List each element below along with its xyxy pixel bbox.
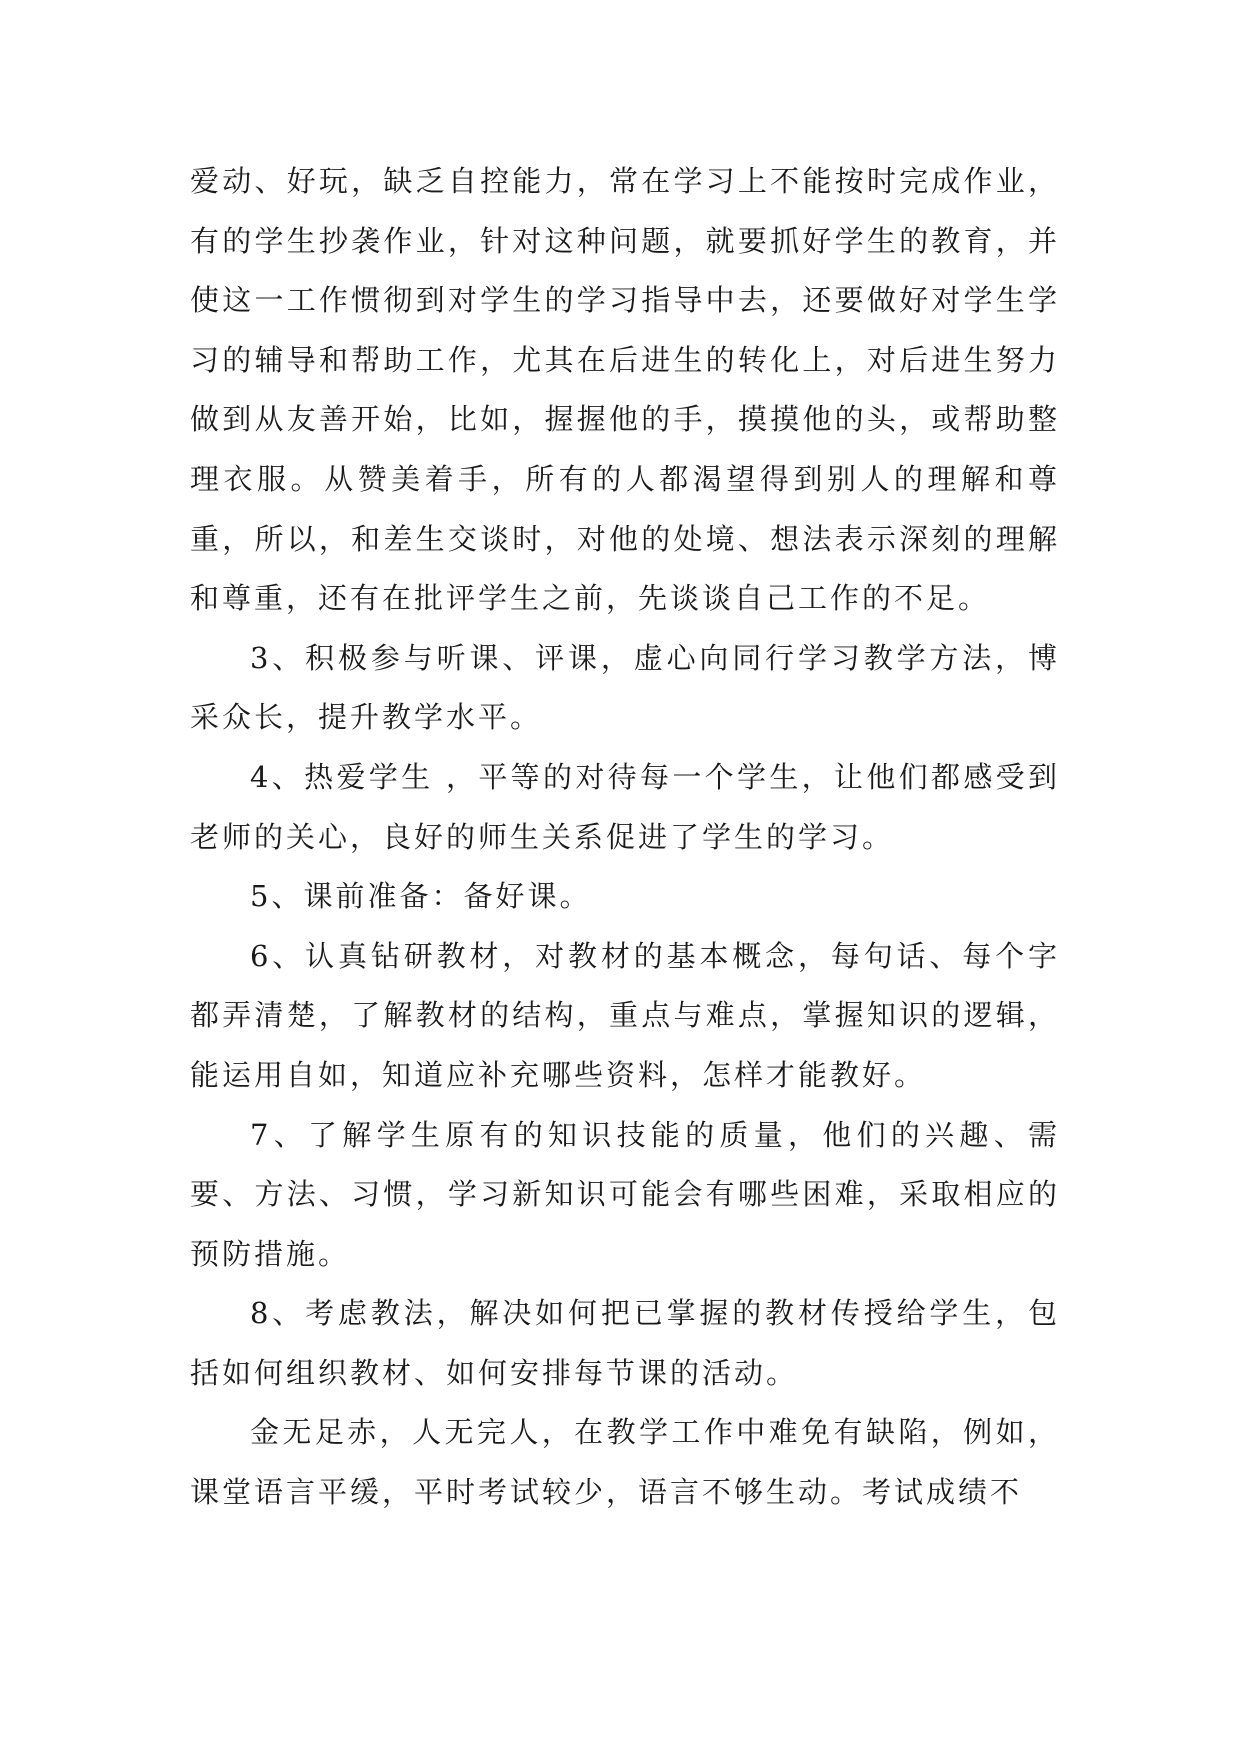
paragraph-item-4: 4、热爱学生 ，平等的对待每一个学生，让他们都感受到老师的关心，良好的师生关系促进了学生的学习。 — [190, 759, 1060, 854]
paragraph-item-6: 6、认真钻研教材，对教材的基本概念，每句话、每个字都弄清楚，了解教材的结构，重点与难点，掌握知识的逻辑，能运用自如，知道应补充哪些资料，怎样才能教好。 — [190, 938, 1060, 1092]
paragraph-item-5: 5、课前准备：备好课。 — [250, 879, 592, 914]
document-body — [190, 152, 1060, 1523]
paragraph-item-7: 7、了解学生原有的知识技能的质量，他们的兴趣、需要、方法、习惯，学习新知识可能会有哪些困难，采取相应的预防措施。 — [190, 1117, 1060, 1271]
paragraph-item-8: 8、考虑教法，解决如何把已掌握的教材传授给学生，包括如何组织教材、如何安排每节课的活动。 — [190, 1296, 1060, 1390]
paragraph-item-3: 3、积极参与听课、评课，虚心向同行学习教学方法，博采众长，提升教学水平。 — [190, 640, 1060, 735]
paragraph-closing: 金无足赤，人无完人，在教学工作中难免有缺陷，例如，课堂语言平缓，平时考试较少，语言不够生动。考试成绩不 — [190, 1415, 1060, 1510]
paragraph-continuation: 爱动、好玩，缺乏自控能力，常在学习上不能按时完成作业，有的学生抄袭作业，针对这种问题，就要抓好学生的教育，并使这一工作惯彻到对学生的学习指导中去，还要做好对学生学习的辅导和帮助工作，尤其在后进生的转化上，对后进生努力做到从友善开始，比如，握握他的手，摸摸他的头，或帮助整理衣服。从赞美着手，所有的人都渴望得到别人的理解和尊重，所以，和差生交谈时，对他的处境、想法表示深刻的理解和尊重，还有在批评学生之前，先谈谈自己工作的不足。 — [190, 164, 1060, 616]
